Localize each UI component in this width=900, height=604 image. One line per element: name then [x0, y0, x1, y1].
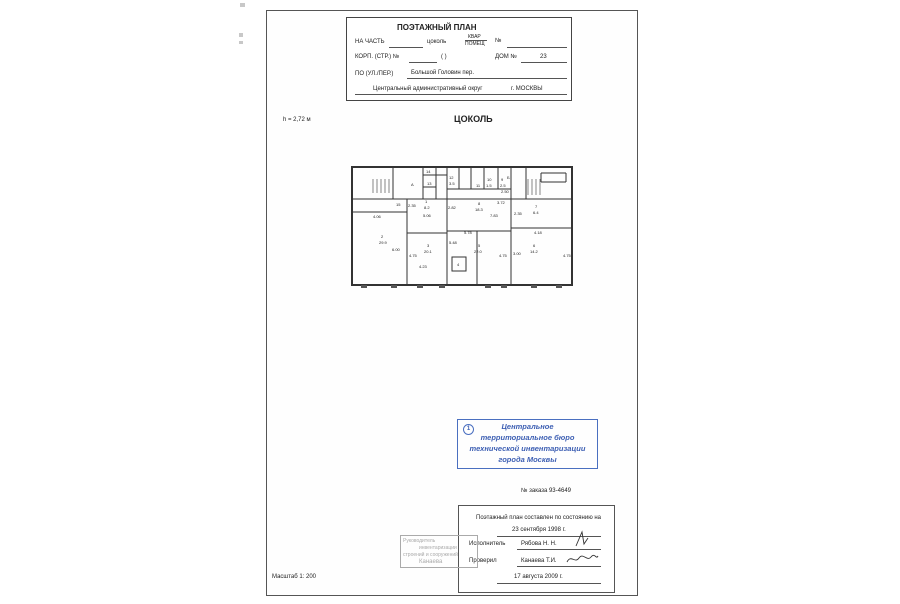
room-num: 2	[381, 234, 384, 239]
room-num: 15	[396, 202, 401, 207]
room-num: 6	[533, 243, 536, 248]
room-num: 8	[478, 201, 481, 206]
info-line1: Поэтажный план составлен по состоянию на	[476, 515, 602, 521]
dimension-label: 4.18	[534, 230, 542, 235]
row2-label: КОРП. (СТР.) №	[355, 54, 400, 60]
row3-value: Большой Головин пер.	[411, 70, 475, 76]
row1-label: НА ЧАСТЬ	[355, 39, 385, 45]
info-line2: 23 сентября 1998 г.	[512, 527, 566, 533]
room-num: 7	[535, 204, 538, 209]
room-area: 2.5	[500, 183, 506, 188]
room-num: 14	[426, 169, 431, 174]
dimension-label: 4.75	[563, 253, 571, 258]
room-num: 9	[501, 177, 504, 182]
stamp-line: города Москвы	[498, 455, 557, 464]
row3-label: ПО (УЛ./ПЕР.)	[355, 71, 394, 77]
dimension-label: 2.50	[501, 189, 509, 194]
checker-name: Канаева Т.И.	[521, 558, 557, 564]
room-area: 1.5	[486, 183, 492, 188]
dimension-label: 6.00	[392, 247, 400, 252]
row1-value: цоколь	[427, 39, 447, 45]
order-number: № заказа 93-4649	[521, 488, 571, 494]
dimension-label: 2.82	[448, 205, 456, 210]
row1-no: №	[495, 38, 502, 44]
faded-stamp	[400, 535, 478, 568]
faded-stamp-line: строений и сооружений	[403, 552, 458, 558]
room-area: 29.9	[379, 240, 387, 245]
info-block	[458, 505, 615, 593]
room-area: 6.4	[533, 210, 539, 215]
room-area: 20.1	[424, 249, 432, 254]
dimension-label: 4.06	[373, 214, 381, 219]
room-num: 4	[457, 262, 460, 267]
faded-stamp-line: Канаева	[419, 559, 443, 565]
room-num: А	[411, 182, 414, 187]
stamp-line: технической инвентаризации	[469, 444, 586, 453]
scale-label: Масштаб 1: 200	[272, 574, 317, 580]
dimension-label: 4.23	[419, 264, 427, 269]
room-num: 13	[427, 181, 432, 186]
room-area: 14.2	[530, 249, 538, 254]
room-area: 8.2	[424, 205, 430, 210]
margin-fragment	[239, 41, 243, 44]
row2-dom-value: 23	[540, 54, 547, 60]
title-heading: ПОЭТАЖНЫЙ ПЛАН	[397, 23, 477, 32]
room-area: 22.0	[474, 249, 482, 254]
dimension-label: 4.75	[499, 253, 507, 258]
room-num: 5	[478, 243, 481, 248]
dimension-label: 5.48	[449, 240, 457, 245]
floor-plan	[351, 165, 573, 292]
dimension-label: 2.35	[408, 203, 416, 208]
signature-icon	[573, 530, 591, 548]
dimension-label: 2.35	[514, 211, 522, 216]
dimension-label: 5.78	[464, 230, 472, 235]
dimension-label: 4.75	[409, 253, 417, 258]
executor-label: Исполнитель	[469, 541, 506, 547]
room-area: 3.5	[449, 181, 455, 186]
checker-label: Проверил	[469, 558, 497, 564]
stamp-line: Центральное	[501, 422, 554, 431]
stamp-number: 1	[463, 424, 474, 435]
floor-title: ЦОКОЛЬ	[454, 114, 493, 124]
room-num: 10	[487, 177, 492, 182]
margin-fragment	[240, 3, 245, 7]
room-area: 18.3	[475, 207, 483, 212]
dimension-label: 3.72	[497, 200, 505, 205]
row1-pomesch: ПОМЕЩ	[465, 41, 485, 47]
row1-kvar: КВАР	[468, 34, 481, 40]
signature-icon	[565, 552, 599, 566]
row2-dom: ДОМ №	[495, 54, 517, 60]
room-num: 1	[425, 199, 428, 204]
row2-paren: ( )	[441, 54, 447, 60]
room-num: Б	[507, 175, 510, 180]
bti-stamp	[457, 419, 598, 469]
dimension-label: 5.06	[423, 213, 431, 218]
room-num: 3	[427, 243, 430, 248]
executor-name: Рябова Н. Н.	[521, 541, 557, 547]
height-label: h = 2,72 м	[283, 117, 311, 123]
faded-stamp-line: Руководитель	[403, 538, 436, 544]
info-date: 17 августа 2009 г.	[514, 574, 563, 580]
dimension-label: 7.83	[490, 213, 498, 218]
row4-city: г. МОСКВЫ	[511, 86, 543, 92]
room-num: 12	[449, 175, 454, 180]
dimension-label: 3.00	[513, 251, 521, 256]
title-block	[346, 17, 572, 101]
faded-stamp-line: инвентаризации	[419, 545, 457, 551]
row4-district: Центральный административный округ	[373, 86, 483, 92]
margin-fragment	[239, 33, 243, 37]
room-num: 11	[476, 183, 481, 188]
stamp-line: территориальное бюро	[480, 433, 575, 442]
